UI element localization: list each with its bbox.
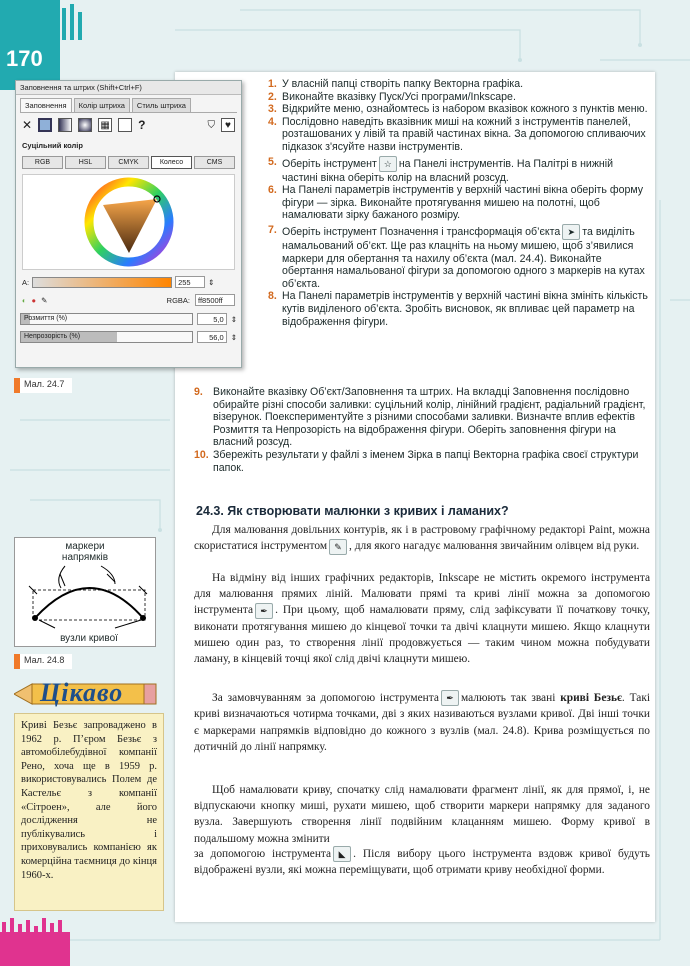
interesting-note: Криві Безьє запроваджено в 1962 р. П’єром Безьє з автомобілебудівної компанії Рено, хоча ще в 1959 р. використовувались Полем де Кастельє з компанії «Сітроен», але його дослідження не публікувались і приховувались компанією як комерційна таємниця до кінця 1960-х. — [14, 713, 164, 911]
list-item — [194, 386, 650, 449]
step-text: Оберіть інструмент — [282, 157, 377, 170]
label-direction-markers: маркери напрямків — [61, 541, 109, 563]
mode-cmyk[interactable]: CMYK — [108, 156, 149, 169]
step-number: 2. — [268, 90, 277, 103]
paragraph-3 — [194, 690, 650, 755]
flat-color-icon[interactable] — [38, 118, 52, 132]
radial-gradient-icon[interactable] — [78, 118, 92, 132]
step-text: Збережіть результати у файлі з іменем Зірка в папці Векторна графіка своєї структури папок. — [213, 448, 639, 474]
figure-24-8 — [14, 537, 156, 647]
list-item — [268, 103, 650, 116]
section-heading: 24.3. Як створювати малюнки з кривих і ламаних? — [196, 504, 509, 518]
rgba-row — [20, 291, 237, 309]
mode-rgb[interactable]: RGB — [22, 156, 63, 169]
rgba-input[interactable]: ff8500ff — [195, 294, 235, 306]
paragraph-text: . При цьому, щоб намалювати пряму, слід зафіксувати її початкову точку, виконати протягування мишею до кінцевої точки та двічі клацнути мишею. Якщо клацнути мишею один раз, то створення лінії продовжується — таким чином можна побудувати ламану, в кінцевій точці якої слід двічі клацнути мишею. — [194, 604, 650, 666]
opacity-label: Непрозорість (%) — [24, 333, 81, 340]
mode-wheel[interactable]: Колесо — [151, 156, 192, 169]
interesting-title: Цікаво — [40, 678, 124, 707]
paragraph-4 — [194, 782, 650, 847]
paragraph-text: Щоб намалювати криву, спочатку слід намалювати фрагмент лінії, як для прямої, і, не відпускаючи кнопку миші, рухати мишею, щоб створити маркери напрямку для заданого вузла. Завершують створення лінії подвійним клацанням мишею. Форму кривої в подальшому можна змінити — [194, 784, 650, 845]
tab-fill[interactable]: Заповнення — [20, 98, 72, 112]
step-number: 8. — [268, 290, 277, 303]
steps-list-top — [268, 78, 650, 328]
pencil-tool-icon: ✎ — [329, 539, 347, 555]
paragraph-5 — [194, 846, 650, 879]
paragraph-text: Для малювання довільних контурів, як і в растровому графічному редакторі Paint, можна скористатися інструментом — [194, 524, 650, 553]
blur-spin-icon[interactable]: ⇕ — [230, 314, 237, 324]
step-text: На Панелі параметрів інструментів у верхній частині вікна змініть кількість кутів виділеного об’єкта. Зробіть висновок, як впливає цей параметр на відображення фігури. — [282, 290, 648, 328]
teal-comb-decoration — [0, 0, 90, 40]
bezier-pen-tool-icon: ✒ — [441, 690, 459, 706]
step-text: та виділіть намальований об’єкт. Ще раз клацніть на ньому мишею, щоб з’явилися маркери для обертання та нахилу об’єкта (мал. 24.4). Виконайте обертання намальованої фігури за допомогою одного з маркерів на кутах об’єкта. — [282, 225, 645, 290]
color-wheel-area[interactable] — [22, 174, 235, 270]
list-item — [268, 184, 650, 222]
paragraph-1 — [194, 522, 650, 555]
paragraph-text: . Після вибору цього інструмента вздовж кривої будуть відображені вузли, які можна переміщувати, щоб отримати криву необхідної форми. — [194, 848, 650, 877]
paragraph-text: , для якого нагадує малювання звичайним олівцем від руки. — [349, 540, 640, 553]
alpha-input[interactable]: 255 — [175, 276, 205, 288]
node-tool-icon: ◣ — [333, 846, 351, 862]
unset-paint-icon[interactable]: ? — [138, 118, 146, 132]
flat-color-label: Суцільний колір — [22, 141, 83, 150]
list-item — [268, 290, 650, 328]
list-item — [268, 116, 650, 154]
star-tool-icon: ☆ — [379, 156, 397, 172]
step-text: Виконайте вказівку Об’єкт/Заповнення та штрих. На вкладці Заповнення послідовно обирайте різні способи заливки: суцільний колір, лінійний градієнт, радіальний градієнт, візерунок. Поекспериментуйте з різними способами заливки. Визначте вплив ефектів Розмиття та Непрозорість на відображення фігури. Оберіть заповнення фігури на власний розсуд. — [213, 386, 646, 449]
step-text: Оберіть інструмент Позначення і трансформація об’єкта — [282, 225, 561, 238]
paragraph-text: За замовчуванням за допомогою інструмента — [212, 692, 439, 704]
dialog-title: Заповнення та штрих (Shift+Ctrl+F) — [16, 81, 241, 95]
spin-arrows-icon[interactable]: ⇕ — [208, 277, 215, 287]
color-managed-icon: ◐ — [22, 295, 27, 305]
step-number: 6. — [268, 184, 277, 197]
no-paint-icon[interactable]: ✕ — [22, 118, 33, 132]
pattern-icon[interactable]: ▦ — [98, 118, 112, 132]
caption-fig-24-8: Мал. 24.8 — [14, 654, 72, 669]
blur-input[interactable]: 5,0 — [197, 313, 227, 325]
alpha-row — [20, 273, 237, 291]
tab-stroke-paint[interactable]: Колір штриха — [74, 98, 130, 112]
list-item — [268, 156, 650, 185]
linear-gradient-icon[interactable] — [58, 118, 72, 132]
fill-stroke-dialog — [15, 80, 242, 368]
mode-hsl[interactable]: HSL — [65, 156, 106, 169]
color-wheel[interactable] — [23, 175, 235, 269]
step-number: 4. — [268, 115, 277, 128]
label-curve-nodes: вузли кривої — [60, 633, 118, 644]
list-item — [268, 78, 650, 91]
tab-stroke-style[interactable]: Стиль штриха — [132, 98, 191, 112]
blur-slider[interactable] — [20, 313, 193, 325]
list-item — [268, 91, 650, 104]
fill-rule-icon[interactable]: ⛉ — [207, 119, 215, 131]
step-text: на Панелі інструментів. На Палітрі в нижній частині вікна оберіть колір на власний розсуд. — [282, 157, 614, 184]
step-text: На Панелі параметрів інструментів у верхній частині вікна оберіть форму фігури — зірка. Виконайте протягування мишею на полотні, щоб намалювати зірку бажаного розміру. — [282, 184, 644, 222]
step-number: 10. — [194, 448, 209, 461]
swatch-icon[interactable] — [118, 118, 132, 132]
fill-type-row — [20, 113, 237, 137]
out-of-gamut-icon: ● — [31, 295, 37, 305]
opacity-spin-icon[interactable]: ⇕ — [230, 332, 237, 342]
caption-fig-24-7: Мал. 24.7 — [14, 378, 72, 393]
eyedropper-icon[interactable]: ✎ — [41, 295, 48, 305]
paragraph-text: за допомогою інструмента — [194, 848, 332, 860]
step-number: 7. — [268, 223, 277, 236]
steps-list-bottom — [194, 386, 650, 474]
step-text: Виконайте вказівку Пуск/Усі програми/Inkscape. — [282, 90, 516, 103]
page-number: 170 — [6, 46, 43, 71]
step-text: У власній папці створіть папку Векторна графіка. — [282, 78, 524, 90]
fill-rule-nonzero-icon[interactable]: ♥ — [221, 118, 235, 132]
step-text: Послідовно наведіть вказівник миші на кожний з інструментів панелей, розташованих у лівій та правій частинах вікна. За допомогою спливаючих підказок з'ясуйте назви інструментів. — [282, 115, 646, 153]
pink-comb-decoration — [0, 918, 70, 966]
dialog-tabs — [16, 95, 241, 112]
step-text: Відкрийте меню, ознайомтесь із набором вказівок кожного з пунктів меню. — [282, 103, 648, 116]
opacity-slider[interactable] — [20, 331, 193, 343]
paragraph-bold-term: криві Безьє — [560, 692, 622, 704]
color-mode-tabs — [20, 154, 237, 171]
step-number: 5. — [268, 155, 277, 168]
opacity-slider-row — [16, 327, 241, 345]
alpha-label: A: — [22, 277, 30, 287]
paragraph-text: . Такі криві визначаються чотирма точками, дві з яких називаються вузлами кривої. Дві інші точки є маркерами напрямків відповідно до кожного з вузлів (мал. 24.8). Крива розміщується по дотичній до лінії напрямку. — [194, 692, 651, 753]
blur-label: Розмиття (%) — [24, 315, 68, 322]
paragraph-2 — [194, 570, 650, 667]
paragraph-text: На відміну від інших графічних редакторів, Inkscape не містить окремого інструмента для малювання прямих ліній. Малювати прямі та криві лінії можна за допомогою інструмента — [194, 572, 650, 617]
step-number: 3. — [268, 103, 277, 116]
interesting-banner — [14, 676, 164, 712]
blur-slider-row — [16, 309, 241, 327]
list-item — [194, 449, 650, 474]
mode-cms[interactable]: CMS — [194, 156, 235, 169]
opacity-input[interactable]: 56,0 — [197, 331, 227, 343]
select-arrow-icon: ➤ — [562, 224, 580, 240]
fill-tab-panel — [20, 112, 237, 309]
list-item — [268, 224, 650, 290]
bezier-pen-tool-icon: ✒ — [255, 603, 273, 619]
alpha-slider[interactable] — [32, 277, 172, 288]
rgba-label: RGBA: — [166, 295, 190, 305]
step-number: 9. — [194, 386, 203, 398]
paragraph-text: малюють так звані — [460, 692, 556, 704]
bezier-curve-diagram — [15, 538, 155, 646]
step-number: 1. — [268, 78, 277, 90]
